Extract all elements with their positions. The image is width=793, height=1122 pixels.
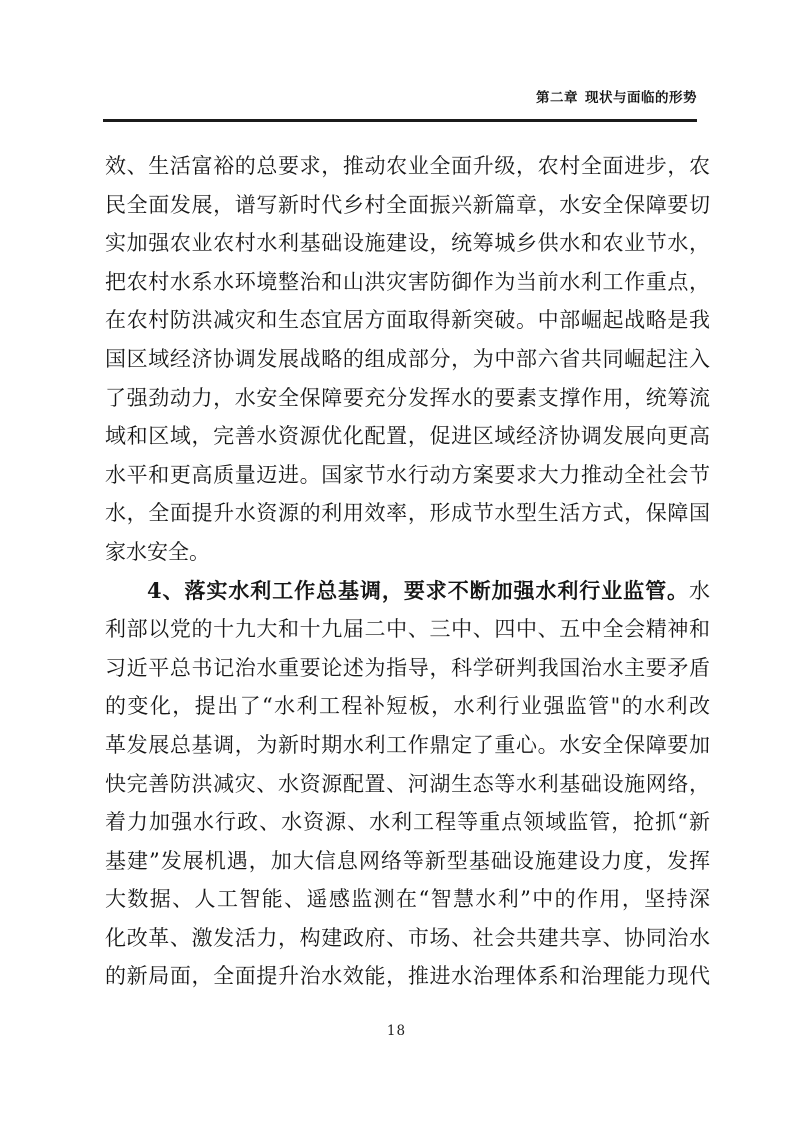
running-head <box>103 86 697 106</box>
text-line <box>105 726 710 765</box>
text-segment: 革发展总基调，为新时期水利工作鼎定了重心。水安全保障要加 <box>105 732 710 757</box>
chapter-title: 现状与面临的形势 <box>585 90 697 106</box>
text-segment: 水 <box>689 578 710 603</box>
page-number: 18 <box>386 1023 407 1039</box>
header-rule <box>103 119 697 122</box>
text-segment: 在农村防洪减灾和生态宜居方面取得新突破。中部崛起战略是我 <box>105 308 710 333</box>
text-line <box>105 186 710 225</box>
text-line <box>105 803 710 842</box>
text-line <box>105 842 710 881</box>
text-line <box>105 301 710 340</box>
text-segment: 的变化，提出了“水利工程补短板，水利行业强监管"的水利改 <box>105 694 710 719</box>
chapter-label: 第二章 <box>536 90 578 106</box>
paragraph <box>105 572 710 997</box>
text-segment: 大数据、人工智能、遥感监测在“智慧水利”中的作用，坚持深 <box>105 887 710 912</box>
text-line <box>105 456 710 495</box>
paragraph <box>105 147 710 572</box>
text-segment: 把农村水系水环境整治和山洪灾害防御作为当前水利工作重点， <box>105 269 710 294</box>
text-line <box>105 533 710 572</box>
text-line <box>105 572 710 611</box>
bold-text-segment: 4、落实水利工作总基调，要求不断加强水利行业监管。 <box>147 577 689 603</box>
text-segment: 水，全面提升水资源的利用效率，形成节水型生活方式，保障国 <box>105 501 710 526</box>
text-segment: 国区域经济协调发展战略的组成部分，为中部六省共同崛起注入 <box>105 346 710 371</box>
text-segment: 了强劲动力，水安全保障要充分发挥水的要素支撑作用，统筹流 <box>105 385 710 410</box>
text-line <box>105 147 710 186</box>
text-line <box>105 957 710 996</box>
text-line <box>105 494 710 533</box>
text-line <box>105 263 710 302</box>
text-segment: 域和区域，完善水资源优化配置，促进区域经济协调发展向更高 <box>105 424 710 449</box>
text-segment: 实加强农业农村水利基础设施建设，统筹城乡供水和农业节水， <box>105 231 710 256</box>
text-line <box>105 224 710 263</box>
text-segment: 效、生活富裕的总要求，推动农业全面升级，农村全面进步，农 <box>105 154 710 178</box>
text-segment: 基建”发展机遇，加大信息网络等新型基础设施建设力度，发挥 <box>105 848 710 873</box>
text-line <box>105 880 710 919</box>
text-segment: 着力加强水行政、水资源、水利工程等重点领域监管，抢抓“新 <box>105 810 710 835</box>
text-line <box>105 765 710 804</box>
text-line <box>105 417 710 456</box>
text-segment: 化改革、激发活力，构建政府、市场、社会共建共享、协同治水 <box>105 925 710 950</box>
text-segment: 的新局面，全面提升治水效能，推进水治理体系和治理能力现代 <box>105 964 710 989</box>
text-line <box>105 340 710 379</box>
text-line <box>105 649 710 688</box>
text-line <box>105 610 710 649</box>
text-line <box>105 379 710 418</box>
text-segment: 习近平总书记治水重要论述为指导，科学研判我国治水主要矛盾 <box>105 655 710 680</box>
text-segment: 水平和更高质量迈进。国家节水行动方案要求大力推动全社会节 <box>105 462 710 487</box>
body-text <box>105 147 710 996</box>
text-segment: 利部以党的十九大和十九届二中、三中、四中、五中全会精神和 <box>105 617 710 642</box>
text-line <box>105 687 710 726</box>
text-segment: 家水安全。 <box>105 539 210 564</box>
text-segment: 快完善防洪减灾、水资源配置、河湖生态等水利基础设施网络， <box>105 771 710 796</box>
text-line <box>105 919 710 958</box>
text-segment: 民全面发展，谱写新时代乡村全面振兴新篇章，水安全保障要切 <box>105 192 710 217</box>
